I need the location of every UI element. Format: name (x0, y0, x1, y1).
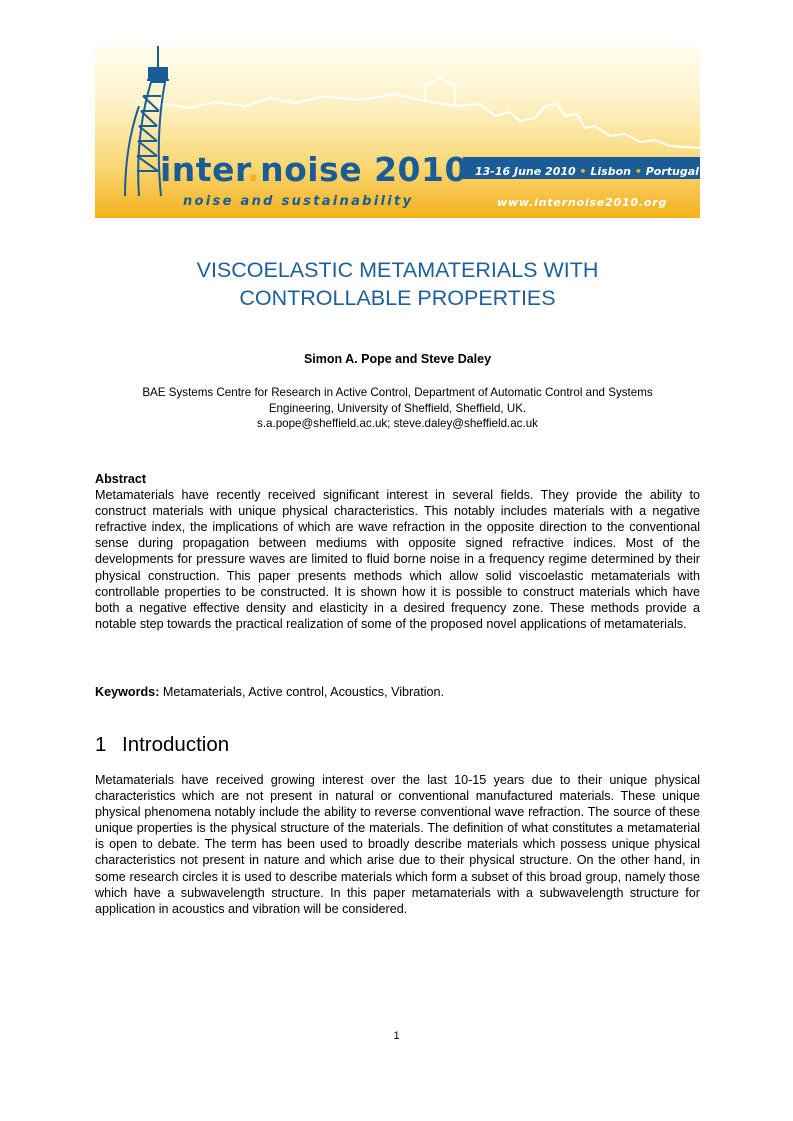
banner-background (95, 46, 700, 218)
country-text: Portugal (645, 165, 699, 178)
affiliation-line-2: Engineering, University of Sheffield, Sheffield, UK. (268, 401, 527, 415)
city-text: Lisbon (590, 165, 631, 178)
date-separator-2: • (634, 165, 642, 178)
conference-tagline: noise and sustainability (183, 194, 414, 209)
conference-url: www.internoise2010.org (497, 196, 668, 209)
paper-title (95, 256, 700, 312)
conference-banner (95, 46, 700, 218)
conference-dates (475, 165, 699, 178)
brand-part-1: inter (160, 150, 248, 189)
brand-dot: . (247, 150, 261, 189)
banner-graphic (95, 46, 700, 218)
abstract-heading: Abstract (95, 472, 147, 486)
keywords (95, 684, 700, 700)
page-number: 1 (393, 1030, 400, 1042)
conference-logo-text (160, 150, 468, 189)
abstract-section (95, 471, 700, 632)
affiliation-line-1: BAE Systems Centre for Research in Active Control, Department of Automatic Control and Systems (142, 386, 653, 399)
author-emails: s.a.pope@sheffield.ac.uk; steve.daley@sheffield.ac.uk (257, 417, 538, 431)
date-separator-1: • (579, 165, 587, 178)
introduction-paragraph: Metamaterials have received growing interest over the last 10-15 years due to their unique physical characteristics which are not present in natural or conventional manufactured materials. These unique physical phenomena notably include the ability to reverse conventional wave refraction. The source of these unique properties is the physical structure of the materials. The definition of what constitutes a metamaterial is open to debate. The term has been used to broadly describe materials which possess unique physical characteristics not present in nature and which arise due to their physical structure. On the other hand, in some research circles it is used to describe materials which form a subset of this broad group, namely those which have a subwavelength structure. In this paper metamaterials with a subwavelength structure for application in acoustics and vibration will be considered. (95, 773, 700, 916)
affiliation-block (95, 385, 700, 432)
date-text: 13-16 June 2010 (475, 165, 576, 178)
title-line-2: CONTROLLABLE PROPERTIES (239, 286, 556, 310)
section-number: 1 (95, 733, 107, 756)
brand-part-2: noise 2010 (260, 150, 468, 189)
section-title: Introduction (122, 733, 230, 756)
title-line-1: VISCOELASTIC METAMATERIALS WITH (196, 258, 599, 282)
section-heading (95, 733, 229, 757)
abstract-text: Metamaterials have recently received significant interest in several fields. They provide the ability to construct materials with unique physical characteristics. This notably includes materials with a negative refractive index, the implications of which are wave refraction in the opposite direction to the conventional sense during propagation between mediums with opposite signed refractive indices. Most of the developments for pressure waves are limited to fluid borne noise in a frequency regime determined by their physical construction. This paper presents methods which allow solid viscoelastic metamaterials with controllable properties to be constructed. It is shown how it is possible to construct materials which have both a negative effective density and elasticity in a desired frequency zone. These methods provide a notable step towards the practical realization of some of the proposed novel applications of metamaterials. (95, 488, 700, 631)
paper-authors: Simon A. Pope and Steve Daley (303, 352, 492, 366)
keywords-label: Keywords: (95, 685, 160, 699)
keywords-list: Metamaterials, Active control, Acoustics, Vibration. (162, 685, 445, 699)
